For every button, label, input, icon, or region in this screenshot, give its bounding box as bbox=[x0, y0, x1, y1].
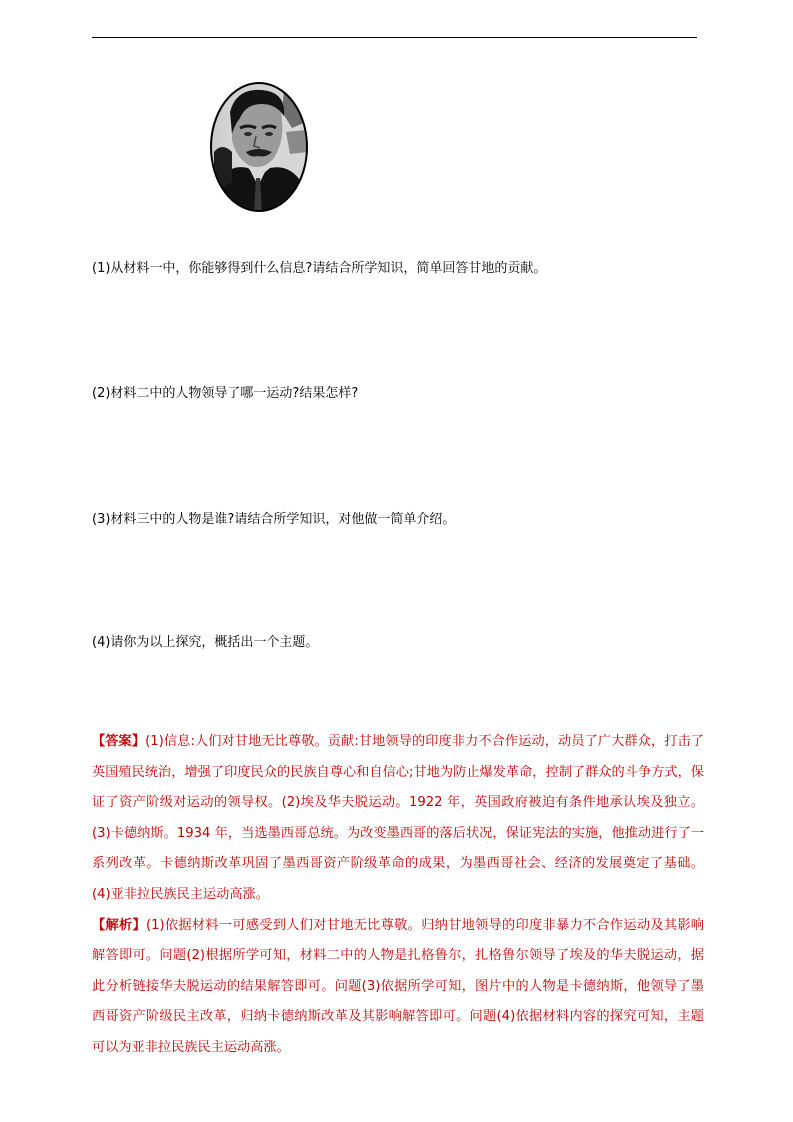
answer-label: 【答案】 bbox=[92, 734, 146, 749]
answer-paragraph bbox=[92, 727, 704, 911]
header-rule bbox=[92, 37, 697, 38]
answer-text: (1)信息:人们对甘地无比尊敬。贡献:甘地领导的印度非力不合作运动，动员了广大群众，打击了英国殖民统治，增强了印度民众的民族自尊心和自信心;甘地为防止爆发革命，控制了群众的斗争方式，保证了资产阶级对运动的领导权。(2)埃及华夫脱运动。1922 年，英国政府被迫有条件地承认埃及独立。(3)卡德纳斯。1934 年，当选墨西哥总统。为改变墨西哥的落后状况，保证宪法的实施，他推动进行了一系列改革。卡德纳斯改革巩固了墨西哥资产阶级革命的成果，为墨西哥社会、经济的发展奠定了基础。(4)亚非拉民族民主运动高涨。 bbox=[92, 734, 704, 902]
analysis-paragraph bbox=[92, 911, 704, 1064]
question-4: (4)请你为以上探究，概括出一个主题。 bbox=[92, 635, 319, 650]
analysis-label: 【解析】 bbox=[92, 917, 146, 933]
analysis-text: (1)依据材料一可感受到人们对甘地无比尊敬。归纳甘地领导的印度非暴力不合作运动及其影响解答即可。问题(2)根据所学可知，材料二中的人物是扎格鲁尔，扎格鲁尔领导了埃及的华夫脱运动，据此分析链接华夫脱运动的结果解答即可。问题(3)依据所学可知，图片中的人物是卡德纳斯，他领导了墨西哥资产阶级民主改革，归纳卡德纳斯改革及其影响解答即可。问题(4)依据材料内容的探究可知，主题可以为亚非拉民族民主运动高涨。 bbox=[92, 917, 704, 1055]
answer-section bbox=[92, 727, 704, 1064]
question-3: (3)材料三中的人物是谁?请结合所学知识，对他做一简单介绍。 bbox=[92, 512, 456, 527]
portrait-photo bbox=[210, 82, 308, 212]
question-1: (1)从材料一中，你能够得到什么信息?请结合所学知识，简单回答甘地的贡献。 bbox=[92, 261, 547, 276]
question-2: (2)材料二中的人物领导了哪一运动?结果怎样? bbox=[92, 386, 359, 401]
